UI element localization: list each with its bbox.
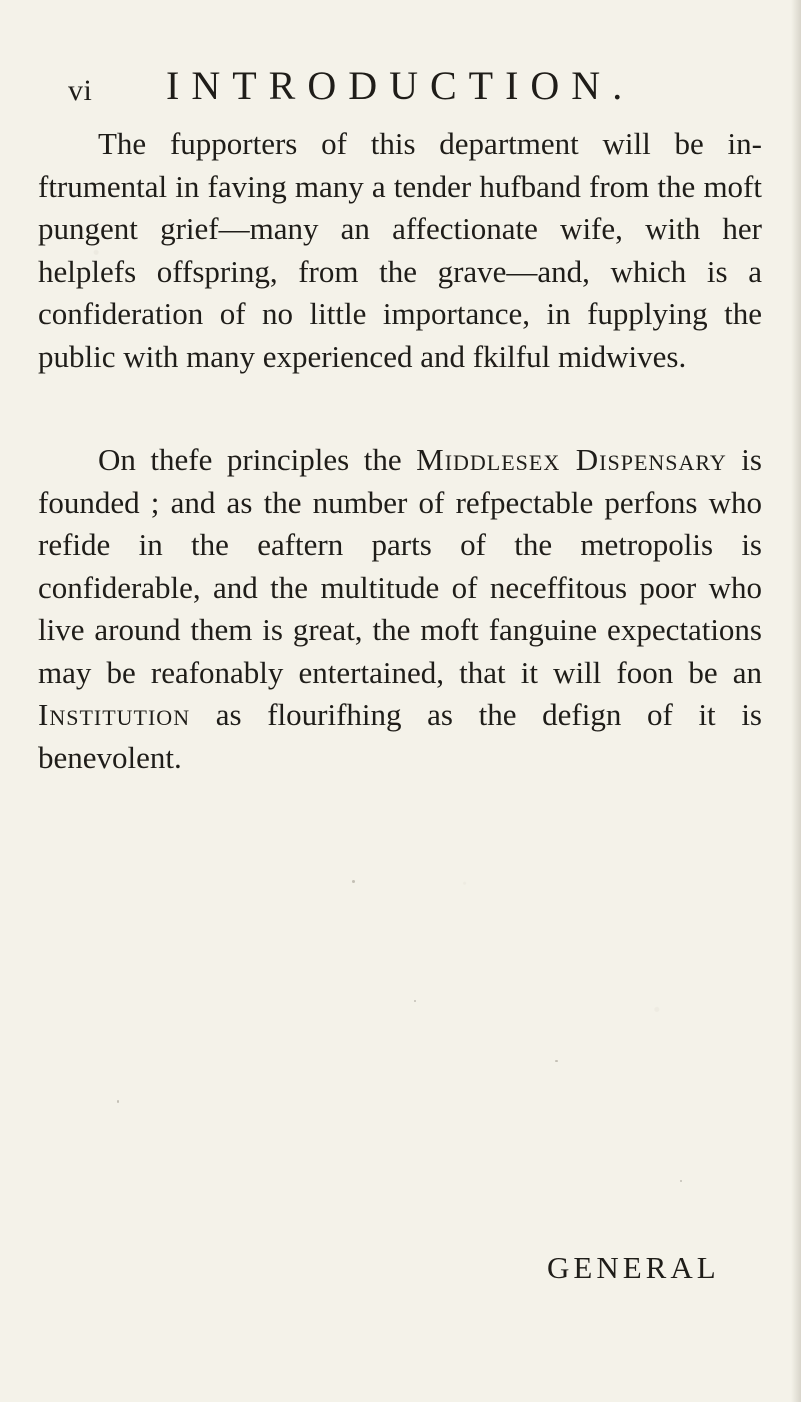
paper-speck <box>555 1060 558 1062</box>
paper-speck <box>414 1000 416 1002</box>
paragraph-2-text-3: as flourifhing as the defign of it is benevolent. <box>38 697 762 775</box>
paragraph-2-text-1: On thefe principles the <box>98 442 417 477</box>
institution-word: Institution <box>38 697 191 732</box>
page-edge-shadow <box>791 0 801 1402</box>
introduction-paragraph-1: The fupporters of this department will be inftrumental in faving many a tender hufband from the moft pungent grief—many an affectionate wife, with her helplefs offspring, from the grave—and, which is a confideration of no little importance, in fupplying the public with many experienced and fkilful midwives. <box>38 126 762 374</box>
middlesex-dispensary-name: Middlesex Dispensary <box>416 442 727 477</box>
page-number: vi <box>68 74 93 107</box>
paper-speck <box>680 1180 682 1182</box>
page-header <box>68 64 748 116</box>
paper-speck <box>117 1100 119 1103</box>
running-head: INTRODUCTION. <box>166 63 635 108</box>
catchword: GENERAL <box>547 1250 720 1285</box>
paper-speck <box>352 880 355 883</box>
introduction-paragraph-2 <box>38 439 762 779</box>
paragraph-2-text-2: is founded ; and as the number of refpectable perfons who refide in the eaftern parts of the metropolis is confiderable, and the multitude of neceffitous poor who live around them is great, the moft fanguine expectations may be reafonably entertained, that it will foon be an <box>38 442 762 690</box>
